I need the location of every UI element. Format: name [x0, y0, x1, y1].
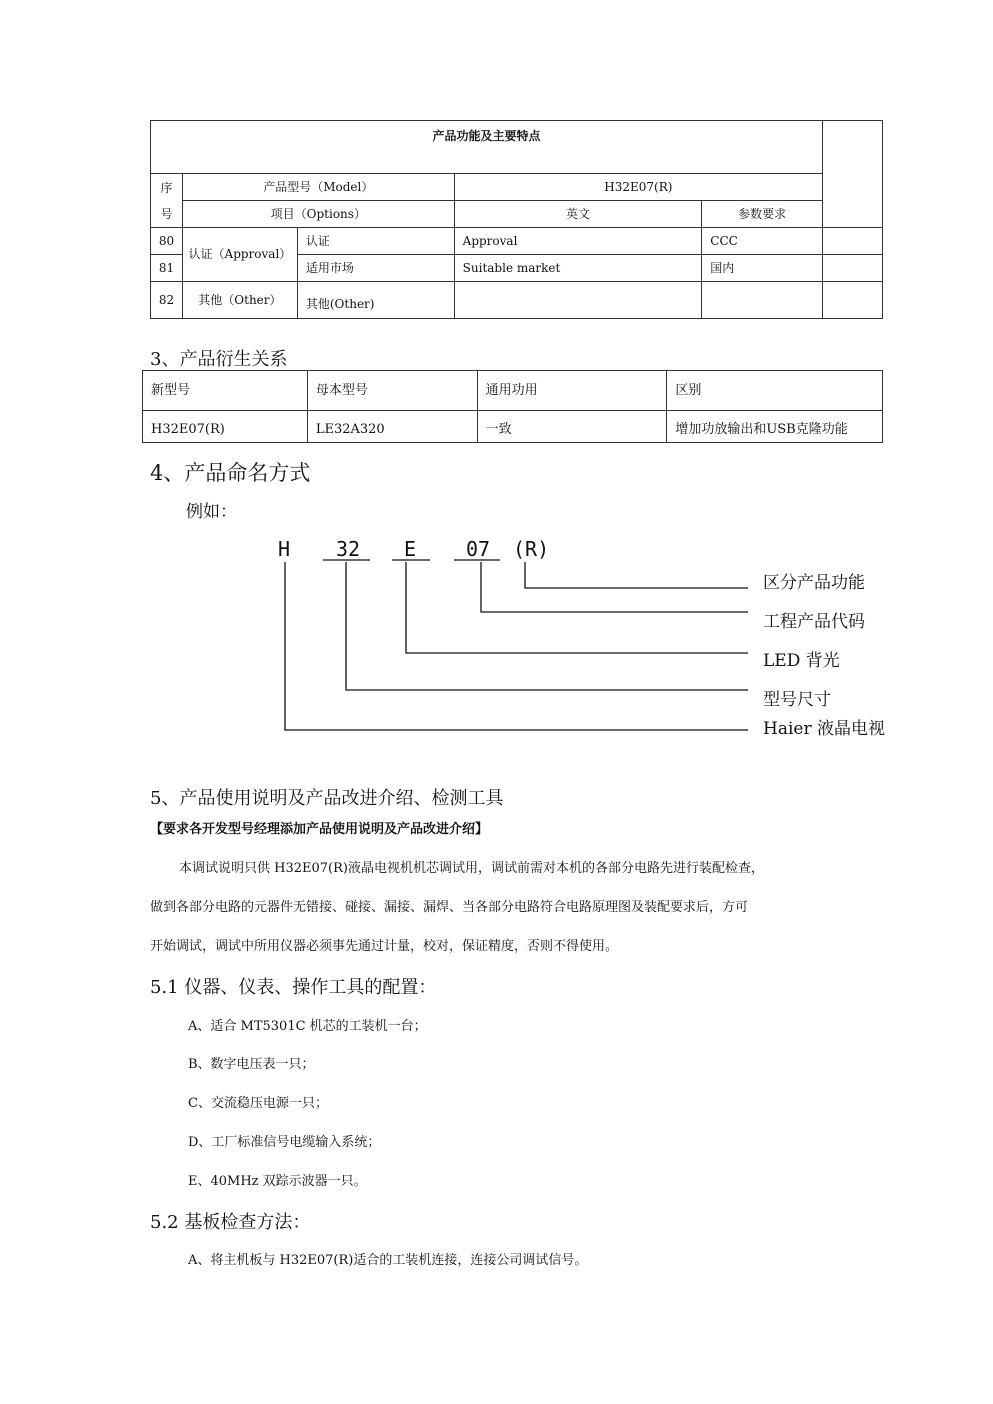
- list-item: B、数字电压表一只；: [188, 1057, 315, 1072]
- cell-common-function: 一致: [477, 411, 667, 443]
- section3-heading: 3、产品衍生关系: [150, 349, 288, 370]
- label-function: 区分产品功能: [763, 573, 865, 593]
- row-param: CCC: [702, 228, 823, 255]
- row-item: 认证: [297, 228, 454, 255]
- english-header: 英文: [454, 201, 702, 228]
- cell-parent-model: LE32A320: [307, 411, 477, 443]
- label-project-code: 工程产品代码: [763, 612, 865, 632]
- header-common-function: 通用功用: [477, 371, 667, 411]
- label-led-backlight: LED 背光: [763, 651, 840, 671]
- row-param: [702, 282, 823, 319]
- part-led: E: [404, 537, 417, 561]
- part-size: 32: [336, 537, 361, 561]
- model-value: H32E07(R): [454, 174, 822, 201]
- row-english: [454, 282, 702, 319]
- derivation-table: [142, 370, 883, 443]
- list-item: C、交流稳压电源一只；: [188, 1096, 328, 1111]
- param-header: 参数要求: [702, 201, 823, 228]
- section52-heading: 5.2 基板检查方法：: [150, 1212, 311, 1233]
- seq-header-top: 序: [160, 180, 173, 195]
- paragraph-line: 本调试说明只供 H32E07(R)液晶电视机机芯调试用，调试前需对本机的各部分电路先进行装配检查，: [179, 861, 764, 876]
- row-english: Suitable market: [454, 255, 702, 282]
- row-item: 其他(Other): [297, 282, 454, 319]
- row-item: 适用市场: [297, 255, 454, 282]
- seq-header-bottom: 号: [160, 206, 173, 221]
- list-item: A、适合 MT5301C 机芯的工装机一台；: [188, 1019, 427, 1034]
- row-no: 81: [151, 255, 183, 282]
- row-english: Approval: [454, 228, 702, 255]
- feature-table: [150, 120, 883, 319]
- paragraph-line: 做到各部分电路的元器件无错接、碰接、漏接、漏焊、当各部分电路符合电路原理图及装配要求后，方可: [150, 900, 749, 915]
- naming-diagram: [0, 530, 993, 745]
- header-new-model: 新型号: [143, 371, 308, 411]
- label-haier-tv: Haier 液晶电视: [763, 719, 885, 739]
- list-item: E、40MHz 双踪示波器一只。: [188, 1174, 367, 1189]
- header-parent-model: 母本型号: [307, 371, 477, 411]
- cell-difference: 增加功放输出和USB克隆功能: [667, 411, 883, 443]
- group-other: 其他（Other）: [182, 282, 297, 319]
- section51-heading: 5.1 仪器、仪表、操作工具的配置：: [150, 977, 437, 998]
- list-item: A、将主机板与 H32E07(R)适合的工装机连接，连接公司调试信号。: [188, 1253, 588, 1268]
- part-code: 07: [466, 537, 491, 561]
- part-function: (R): [513, 537, 550, 561]
- label-size: 型号尺寸: [763, 690, 831, 710]
- options-label: 项目（Options）: [182, 201, 454, 228]
- cell-new-model: H32E07(R): [143, 411, 308, 443]
- paragraph-line: 开始调试，调试中所用仪器必须事先通过计量，校对，保证精度，否则不得使用。: [150, 939, 619, 954]
- row-no: 80: [151, 228, 183, 255]
- part-h: H: [278, 537, 291, 561]
- group-approval: 认证（Approval）: [182, 228, 297, 282]
- header-difference: 区别: [667, 371, 883, 411]
- model-label: 产品型号（Model）: [182, 174, 454, 201]
- section5-heading: 5、产品使用说明及产品改进介绍、检测工具: [150, 788, 504, 809]
- table-title: 产品功能及主要特点: [151, 121, 823, 174]
- row-param: 国内: [702, 255, 823, 282]
- row-no: 82: [151, 282, 183, 319]
- list-item: D、工厂标准信号电缆输入系统；: [188, 1135, 381, 1150]
- section4-heading: 4、产品命名方式: [150, 461, 311, 485]
- section5-note: 【要求各开发型号经理添加产品使用说明及产品改进介绍】: [150, 822, 489, 837]
- example-label: 例如：: [186, 502, 237, 522]
